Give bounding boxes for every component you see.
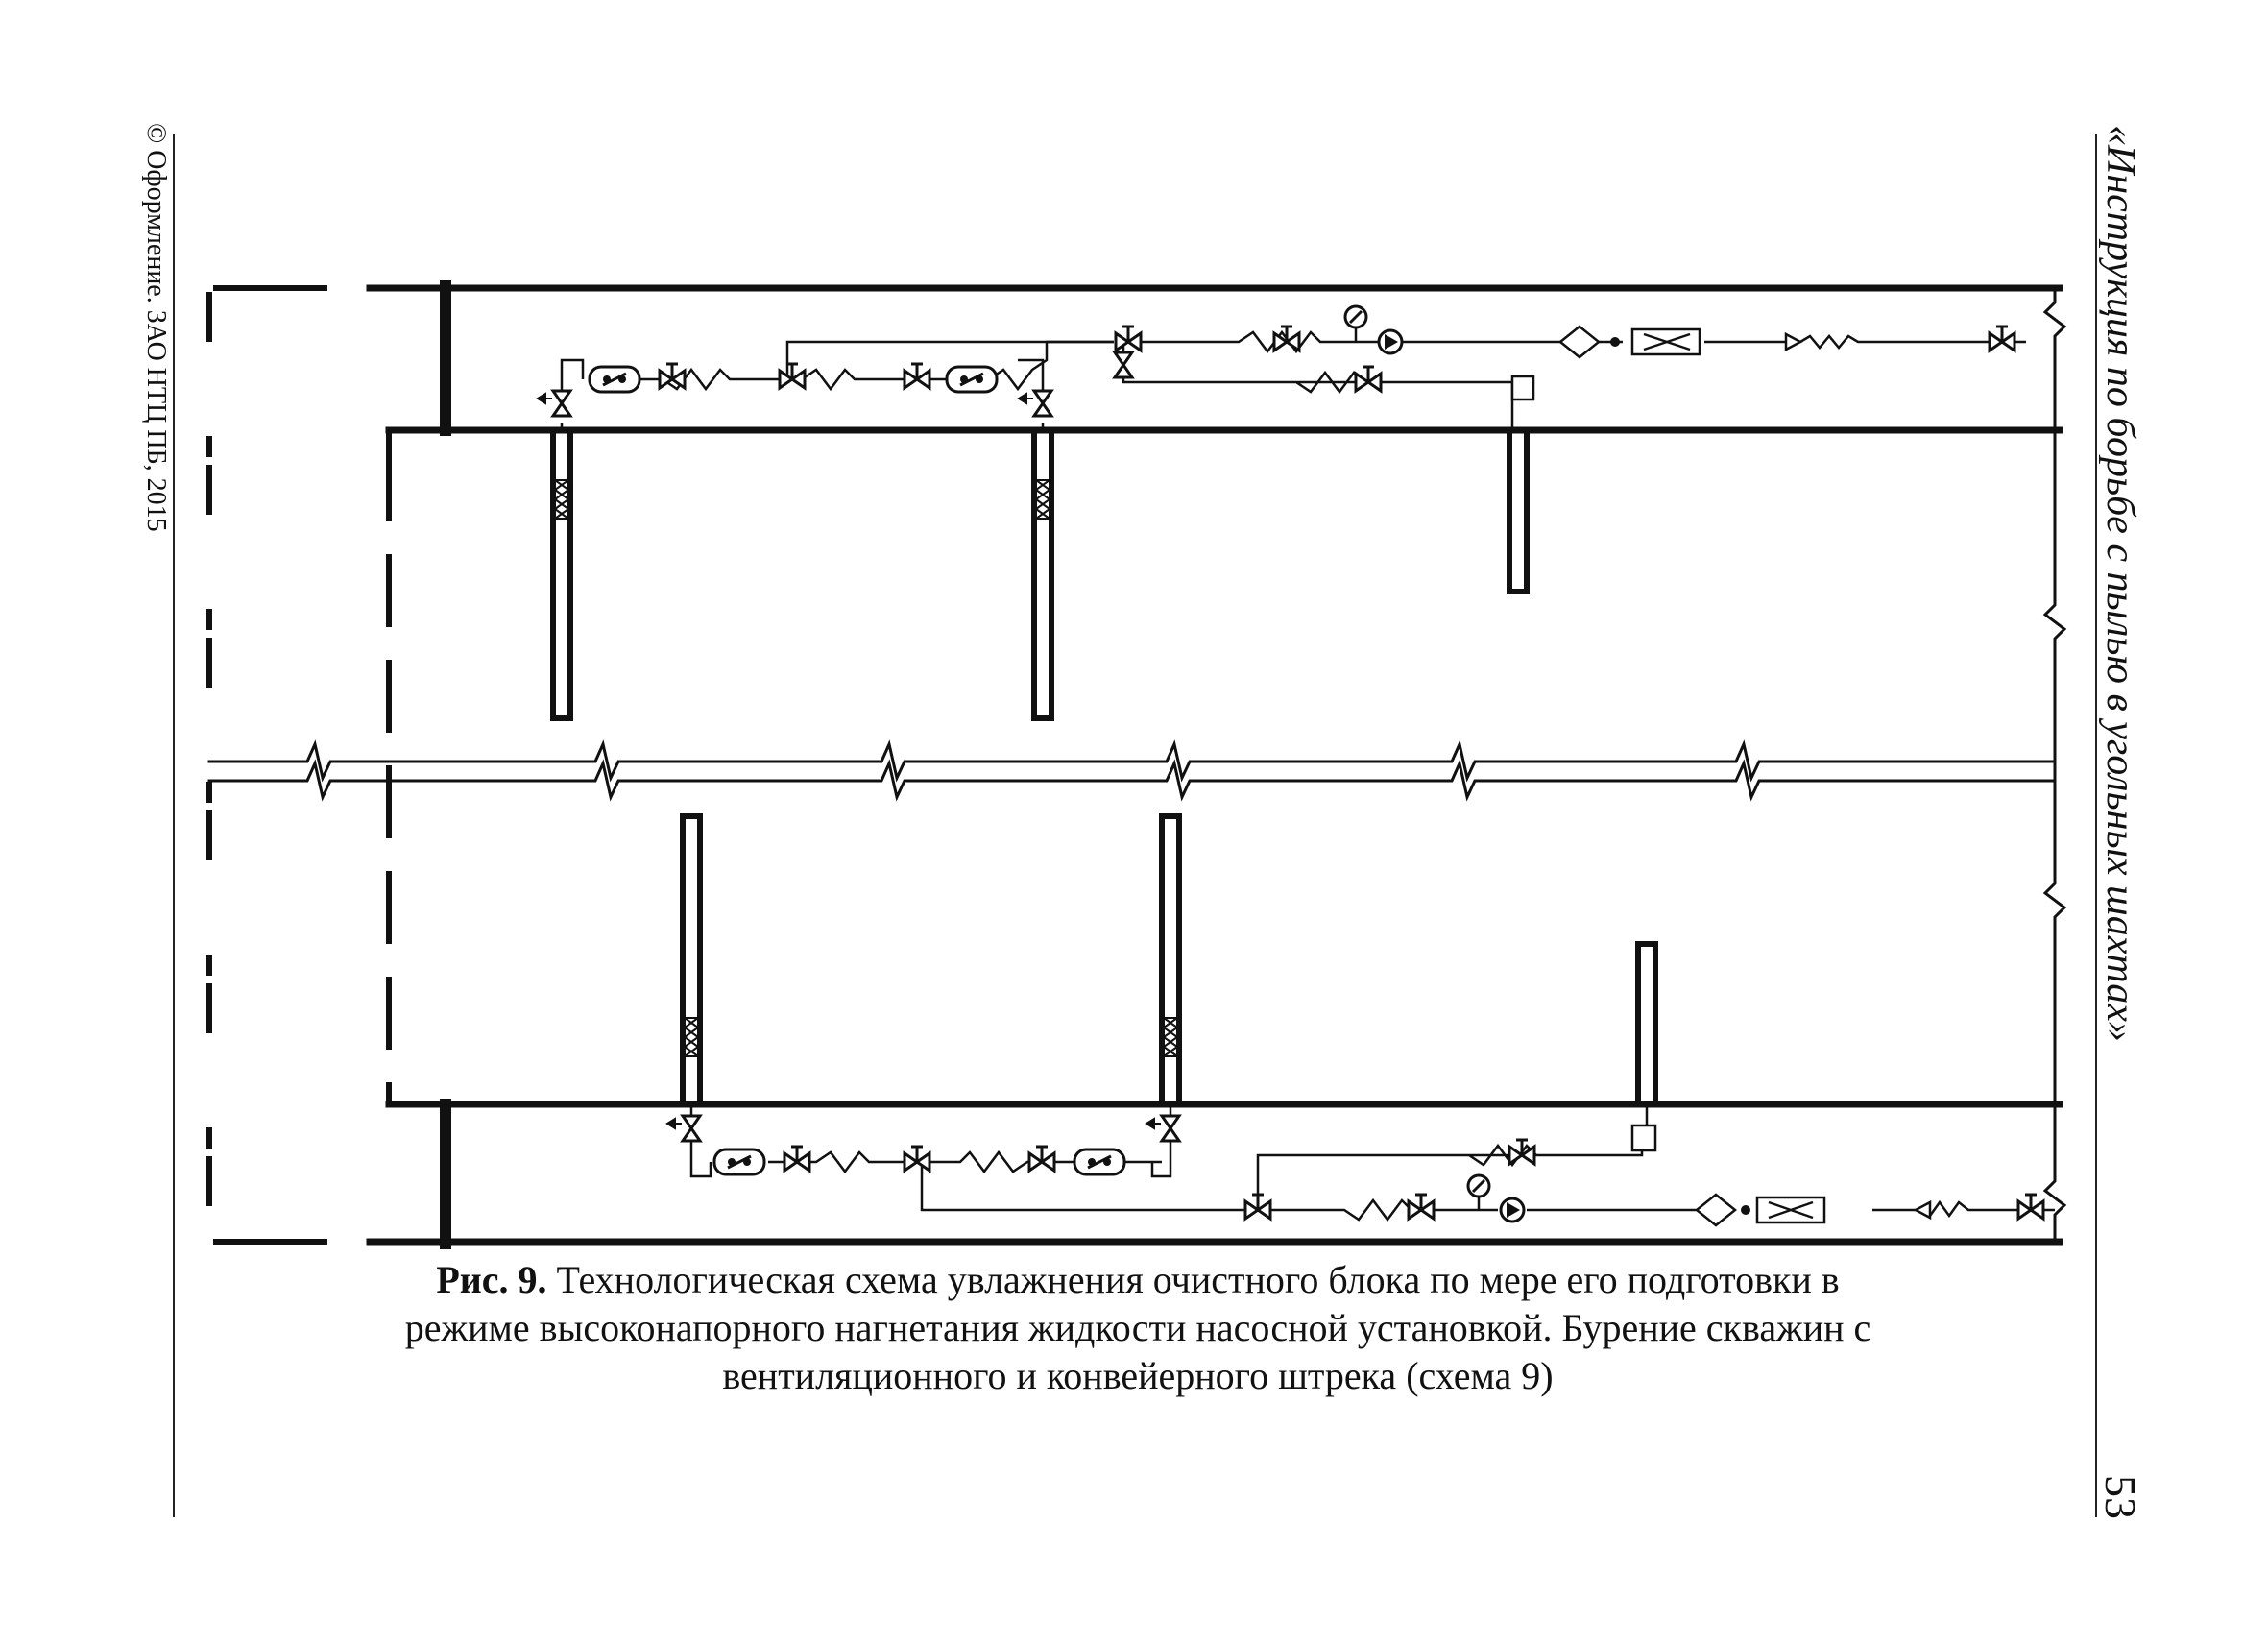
borehole-top-1 [553,430,570,718]
borehole-top-2 [1034,430,1051,718]
caption-line-2: режиме высоконапорного нагнетания жидкости насосной установкой. Бурение скважин с [404,1306,1871,1349]
seam-line-upper [209,744,2055,778]
copyright-note: © Оформление. ЗАО НТЦ ПБ, 2015 [141,123,171,532]
page-number: 53 [2096,1475,2145,1519]
caption-text-1: Технологическая схема увлажнения очистного блока по мере его подготовки в [556,1258,1840,1301]
figure-label: Рис. 9. [436,1258,547,1301]
figure-caption [240,1256,2036,1400]
block-outline-left [209,288,325,1242]
running-header: «Инструкция по борьбе с пылью в угольных шахтах» [2098,125,2142,1042]
borehole-bottom-2 [1162,816,1179,1104]
borehole-bottom-3 [1638,944,1655,1104]
caption-line-1 [240,1256,2036,1304]
caption-line-3: вентиляционного и конвейерного штрека (схема 9) [722,1354,1554,1397]
borehole-top-3 [1509,430,1527,592]
seam-line-lower [209,763,2055,797]
borehole-bottom-1 [683,816,700,1104]
